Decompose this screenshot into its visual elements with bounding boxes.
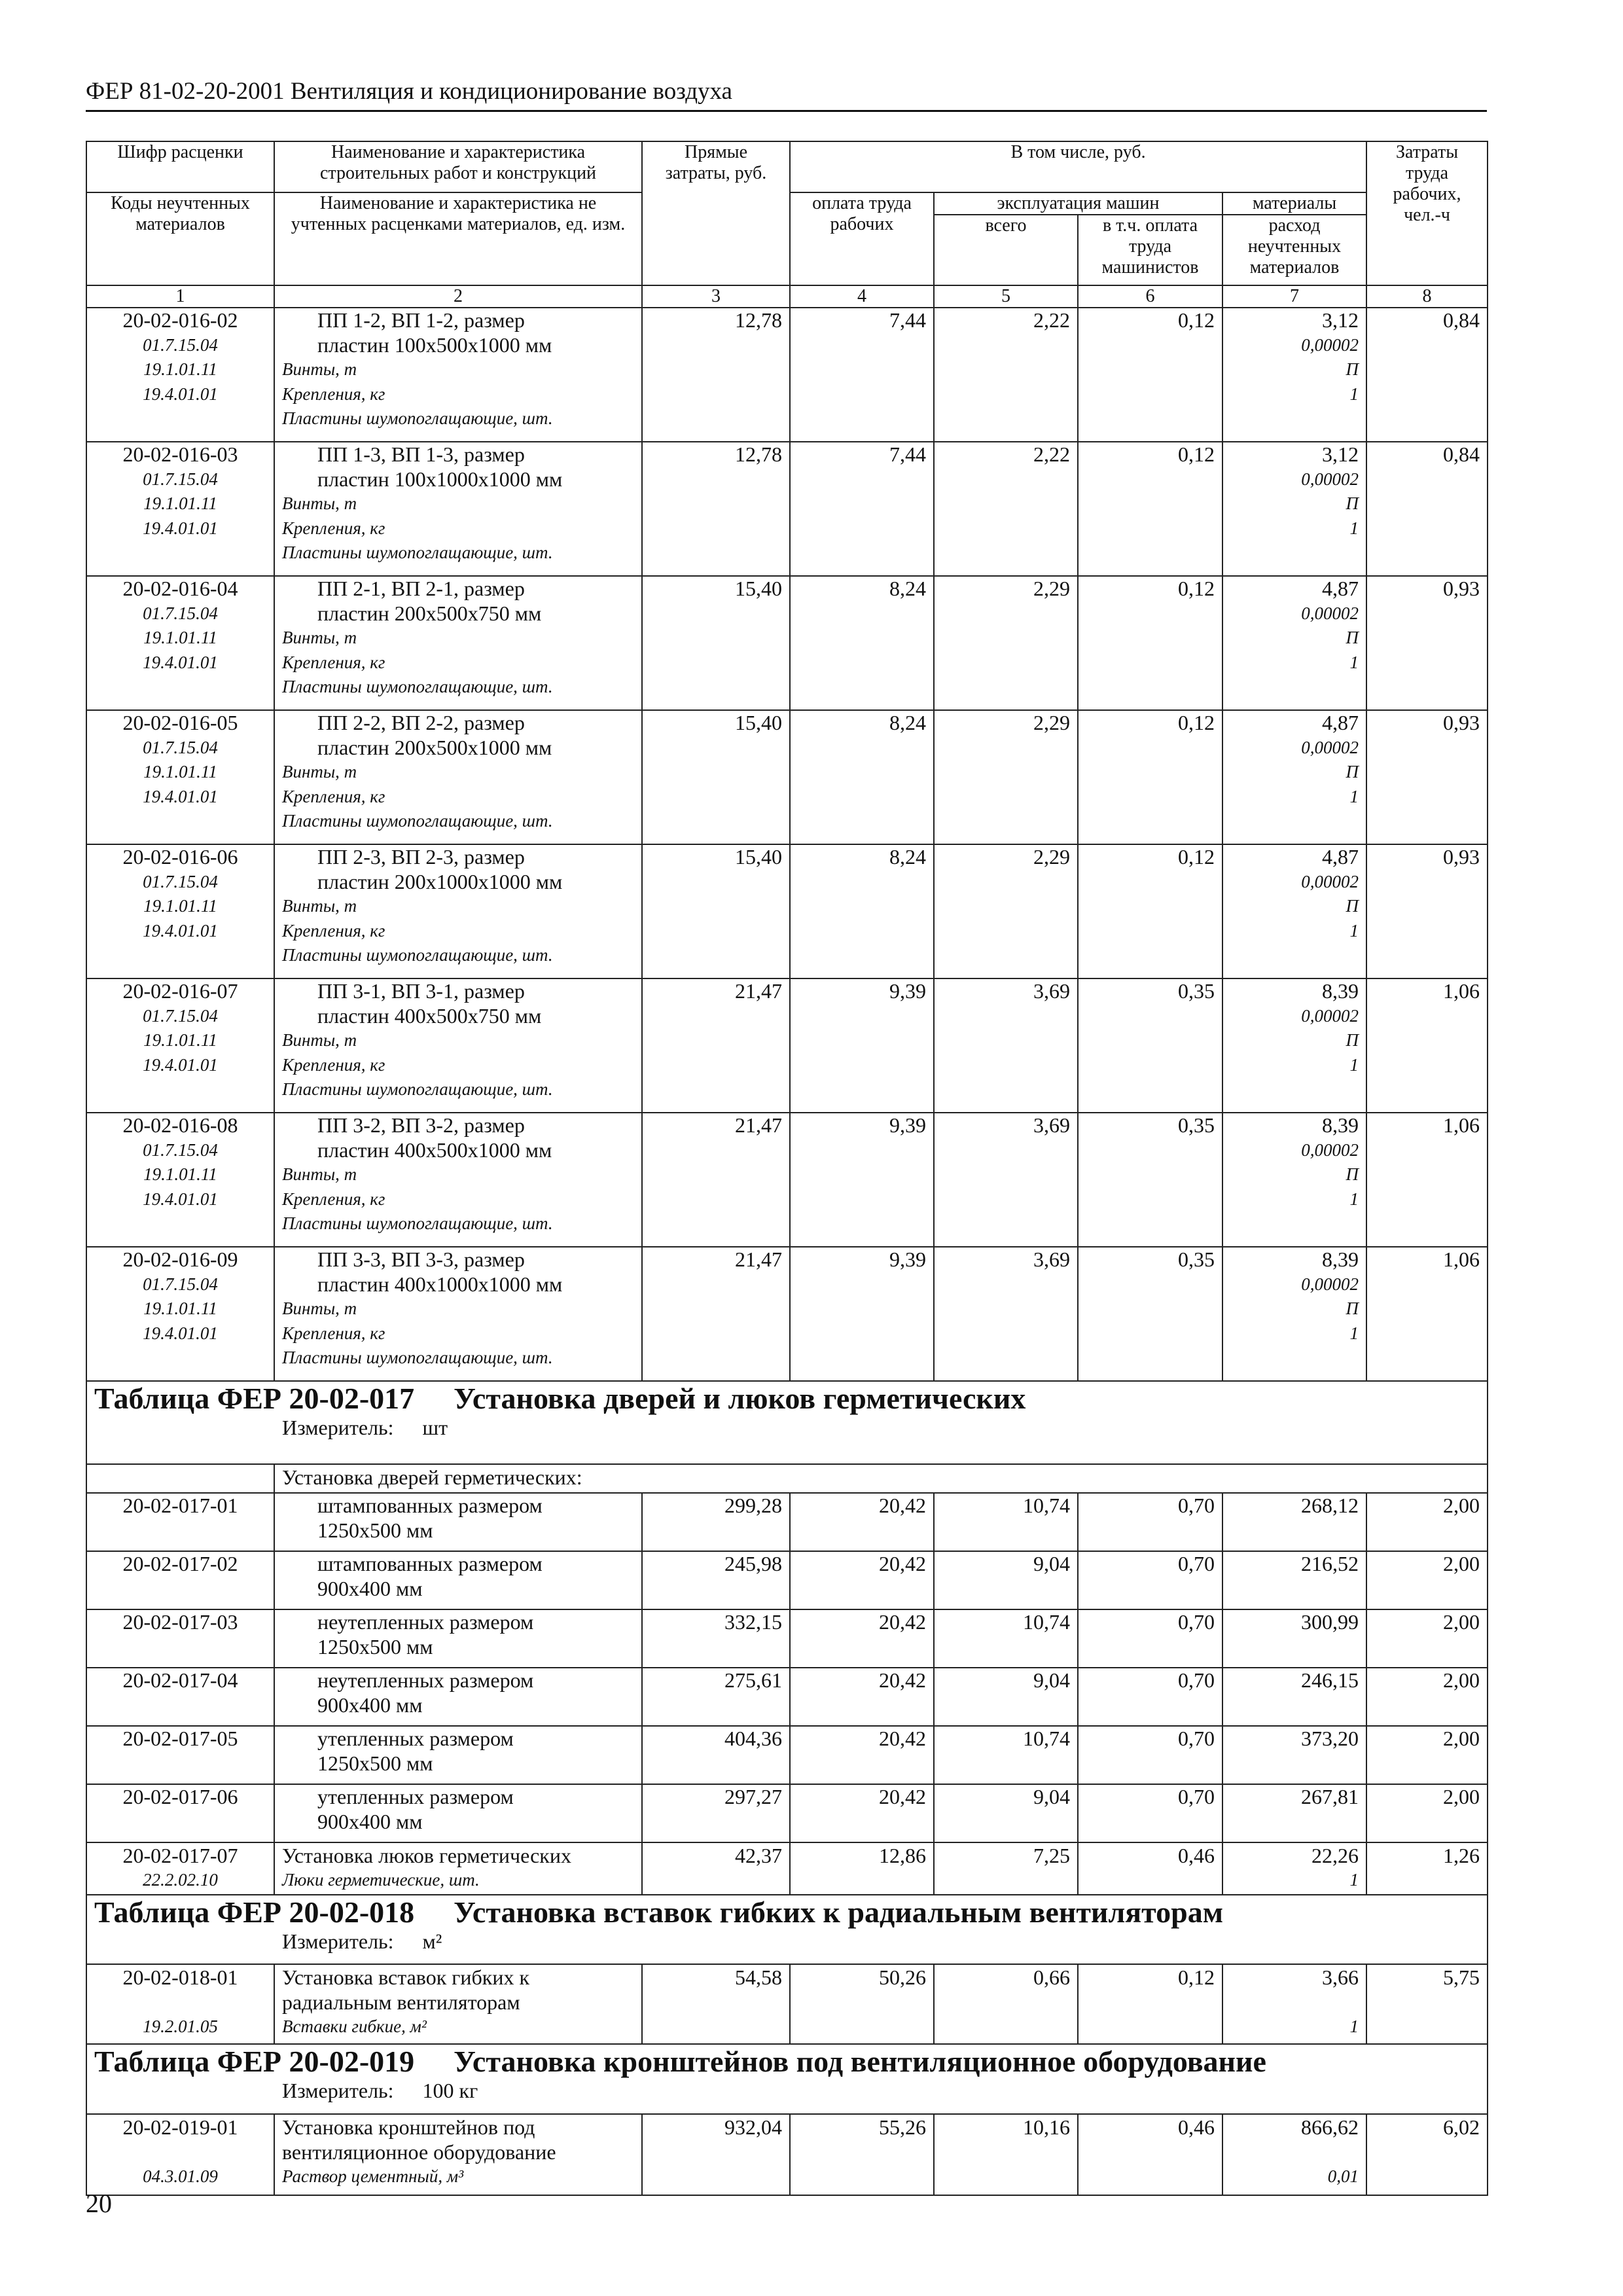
rate-code: 20-02-018-01 19.2.01.05 [86,1964,274,2044]
machinists-pay: 0,35 [1078,978,1222,1113]
rate-description: ПП 3-2, ВП 3-2, размер пластин 400х500х1000 мм Винты, т Крепления, кг Пластины шумопоглащающие, шт. [274,1113,642,1247]
materials-cost: 3,12 0,00002 П 1 [1222,442,1366,576]
labor-hours: 0,93 [1366,576,1488,710]
header-labor-cost: Затраты труда рабочих, чел.-ч [1366,141,1488,285]
machinists-pay: 0,46 [1078,1842,1222,1895]
direct-cost: 245,98 [642,1551,790,1609]
table-017-subheader: Установка дверей герметических: [274,1464,1488,1493]
direct-cost: 12,78 [642,308,790,442]
direct-cost: 15,40 [642,710,790,844]
rate-code: 20-02-017-04 [86,1668,274,1726]
machinists-pay: 0,70 [1078,1609,1222,1668]
machinists-pay: 0,70 [1078,1493,1222,1551]
rate-description: ПП 1-2, ВП 1-2, размер пластин 100х500х1000 мм Винты, т Крепления, кг Пластины шумопоглащающие, шт. [274,308,642,442]
table-row [86,1842,1488,1895]
materials-cost: 268,12 [1222,1493,1366,1551]
materials-cost: 8,39 0,00002 П 1 [1222,1113,1366,1247]
rate-code: 20-02-017-02 [86,1551,274,1609]
table-row [86,442,1488,576]
header-labor-pay: оплата труда рабочих [790,192,934,285]
rate-description: ПП 3-3, ВП 3-3, размер пластин 400х1000х1000 мм Винты, т Крепления, кг Пластины шумопоглащающие, шт. [274,1247,642,1381]
machines-total: 3,69 [934,1247,1078,1381]
rate-description: ПП 2-3, ВП 2-3, размер пластин 200х1000х1000 мм Винты, т Крепления, кг Пластины шумопоглащающие, шт. [274,844,642,978]
rate-code: 20-02-016-08 01.7.15.04 19.1.01.11 19.4.01.01 [86,1113,274,1247]
column-number: 2 [274,285,642,308]
rate-description: неутепленных размером 900х400 мм [274,1668,642,1726]
labor-pay: 50,26 [790,1964,934,2044]
labor-pay: 20,42 [790,1668,934,1726]
direct-cost: 404,36 [642,1726,790,1784]
labor-pay: 7,44 [790,442,934,576]
labor-hours: 5,75 [1366,1964,1488,2044]
rate-code: 20-02-016-04 01.7.15.04 19.1.01.11 19.4.01.01 [86,576,274,710]
direct-cost: 275,61 [642,1668,790,1726]
rate-code: 20-02-016-05 01.7.15.04 19.1.01.11 19.4.01.01 [86,710,274,844]
materials-cost: 373,20 [1222,1726,1366,1784]
direct-cost: 21,47 [642,1113,790,1247]
machines-total: 10,16 [934,2114,1078,2195]
machinists-pay: 0,12 [1078,710,1222,844]
rate-code: 20-02-016-09 01.7.15.04 19.1.01.11 19.4.01.01 [86,1247,274,1381]
machinists-pay: 0,46 [1078,2114,1222,2195]
column-number: 3 [642,285,790,308]
table-017-title-cell [86,1381,1488,1464]
machines-total: 10,74 [934,1493,1078,1551]
materials-cost: 246,15 [1222,1668,1366,1726]
table-018-title-row [86,1895,1488,1964]
machinists-pay: 0,12 [1078,1964,1222,2044]
table-row [86,1493,1488,1551]
rate-code: 20-02-016-07 01.7.15.04 19.1.01.11 19.4.01.01 [86,978,274,1113]
column-number: 7 [1222,285,1366,308]
table-row [86,844,1488,978]
table-row [86,710,1488,844]
rate-description: ПП 1-3, ВП 1-3, размер пластин 100х1000х1000 мм Винты, т Крепления, кг Пластины шумопоглащающие, шт. [274,442,642,576]
direct-cost: 21,47 [642,978,790,1113]
table-016-body [86,308,1488,1381]
machines-total: 7,25 [934,1842,1078,1895]
header-machines: эксплуатация машин [934,192,1222,215]
table-018-meter: Измеритель: м² [282,1929,442,1953]
direct-cost: 21,47 [642,1247,790,1381]
rate-description: неутепленных размером 1250х500 мм [274,1609,642,1668]
header-machinists-pay: в т.ч. оплата труда машинистов [1078,215,1222,285]
table-row [86,576,1488,710]
direct-cost: 299,28 [642,1493,790,1551]
rate-description: ПП 2-2, ВП 2-2, размер пластин 200х500х1000 мм Винты, т Крепления, кг Пластины шумопоглащающие, шт. [274,710,642,844]
labor-hours: 2,00 [1366,1784,1488,1842]
column-number: 8 [1366,285,1488,308]
labor-pay: 8,24 [790,710,934,844]
document-header: ФЕР 81-02-20-2001 Вентиляция и кондиционирование воздуха [86,78,732,105]
machines-total: 9,04 [934,1784,1078,1842]
direct-cost: 332,15 [642,1609,790,1668]
labor-pay: 8,24 [790,576,934,710]
labor-pay: 7,44 [790,308,934,442]
table-019-title-cell [86,2044,1488,2114]
machinists-pay: 0,12 [1078,844,1222,978]
direct-cost: 15,40 [642,576,790,710]
rate-description: Установка кронштейнов под вентиляционное оборудование Раствор цементный, м³ [274,2114,642,2195]
materials-cost: 8,39 0,00002 П 1 [1222,978,1366,1113]
labor-hours: 2,00 [1366,1726,1488,1784]
rate-description: Установка вставок гибких к радиальным вентиляторам Вставки гибкие, м² [274,1964,642,2044]
labor-pay: 20,42 [790,1493,934,1551]
materials-cost: 300,99 [1222,1609,1366,1668]
machinists-pay: 0,12 [1078,576,1222,710]
column-number: 4 [790,285,934,308]
table-row [86,1113,1488,1247]
labor-hours: 0,93 [1366,844,1488,978]
machines-total: 2,29 [934,576,1078,710]
labor-hours: 0,93 [1366,710,1488,844]
column-number: 1 [86,285,274,308]
table-row [86,1609,1488,1668]
direct-cost: 15,40 [642,844,790,978]
table-row [86,1964,1488,2044]
machines-total: 10,74 [934,1726,1078,1784]
labor-hours: 2,00 [1366,1493,1488,1551]
table-row [86,978,1488,1113]
header-materials-consumption: расход неучтенных материалов [1222,215,1366,285]
rate-code: 20-02-016-02 01.7.15.04 19.1.01.11 19.4.01.01 [86,308,274,442]
labor-hours: 2,00 [1366,1551,1488,1609]
machinists-pay: 0,12 [1078,308,1222,442]
table-017-subheader-row [86,1464,1488,1493]
labor-hours: 1,06 [1366,978,1488,1113]
table-019-meter: Измеритель: 100 кг [282,2079,478,2102]
materials-cost: 3,12 0,00002 П 1 [1222,308,1366,442]
column-number: 5 [934,285,1078,308]
header-material-codes: Коды неучтенных материалов [86,192,274,285]
labor-pay: 12,86 [790,1842,934,1895]
rate-description: ПП 2-1, ВП 2-1, размер пластин 200х500х750 мм Винты, т Крепления, кг Пластины шумопоглащающие, шт. [274,576,642,710]
rate-description: штампованных размером 900х400 мм [274,1551,642,1609]
labor-pay: 9,39 [790,1113,934,1247]
rate-code: 20-02-017-06 [86,1784,274,1842]
materials-cost: 4,87 0,00002 П 1 [1222,576,1366,710]
labor-hours: 2,00 [1366,1668,1488,1726]
table-row [86,1551,1488,1609]
rate-description: ПП 3-1, ВП 3-1, размер пластин 400х500х750 мм Винты, т Крепления, кг Пластины шумопоглащающие, шт. [274,978,642,1113]
labor-pay: 9,39 [790,978,934,1113]
labor-pay: 55,26 [790,2114,934,2195]
table-018-title-cell [86,1895,1488,1964]
materials-cost: 267,81 [1222,1784,1366,1842]
machines-total: 2,22 [934,308,1078,442]
machines-total: 9,04 [934,1551,1078,1609]
machines-total: 3,69 [934,978,1078,1113]
labor-pay: 20,42 [790,1726,934,1784]
column-number: 6 [1078,285,1222,308]
direct-cost: 54,58 [642,1964,790,2044]
table-row [86,1247,1488,1381]
direct-cost: 297,27 [642,1784,790,1842]
rate-code: 20-02-017-07 22.2.02.10 [86,1842,274,1895]
table-017-meter: Измеритель: шт [282,1416,448,1439]
machines-total: 2,22 [934,442,1078,576]
rate-description: утепленных размером 900х400 мм [274,1784,642,1842]
direct-cost: 12,78 [642,442,790,576]
labor-pay: 20,42 [790,1609,934,1668]
table-017-title-row [86,1381,1488,1464]
rate-code: 20-02-017-03 [86,1609,274,1668]
labor-hours: 1,26 [1366,1842,1488,1895]
table-row [86,1668,1488,1726]
table-019-title-row [86,2044,1488,2114]
rates-table [86,141,1488,2196]
table-018-title: Таблица ФЕР 20-02-018 Установка вставок гибких к радиальным вентиляторам [94,1895,1224,1929]
machines-total: 10,74 [934,1609,1078,1668]
machinists-pay: 0,35 [1078,1113,1222,1247]
labor-hours: 0,84 [1366,308,1488,442]
rate-code: 20-02-016-03 01.7.15.04 19.1.01.11 19.4.01.01 [86,442,274,576]
labor-hours: 0,84 [1366,442,1488,576]
materials-cost: 4,87 0,00002 П 1 [1222,710,1366,844]
table-row [86,2114,1488,2195]
materials-cost: 4,87 0,00002 П 1 [1222,844,1366,978]
direct-cost: 932,04 [642,2114,790,2195]
table-row [86,308,1488,442]
table-row [86,1726,1488,1784]
machinists-pay: 0,12 [1078,442,1222,576]
table-017-body [86,1493,1488,1842]
materials-cost: 8,39 0,00002 П 1 [1222,1247,1366,1381]
page-number: 20 [86,2189,112,2218]
header-machines-total: всего [934,215,1078,285]
table-017-title: Таблица ФЕР 20-02-017 Установка дверей и люков герметических [94,1382,1026,1415]
machinists-pay: 0,35 [1078,1247,1222,1381]
rate-description: штампованных размером 1250х500 мм [274,1493,642,1551]
rate-description: утепленных размером 1250х500 мм [274,1726,642,1784]
materials-cost: 216,52 [1222,1551,1366,1609]
header-material-names: Наименование и характеристика не учтенных расценками материалов, ед. изм. [274,192,642,285]
labor-pay: 9,39 [790,1247,934,1381]
labor-hours: 2,00 [1366,1609,1488,1668]
header-direct-cost: Прямые затраты, руб. [642,141,790,285]
labor-hours: 6,02 [1366,2114,1488,2195]
machines-total: 9,04 [934,1668,1078,1726]
materials-cost: 3,66 1 [1222,1964,1366,2044]
header-including: В том числе, руб. [790,141,1366,192]
rate-code: 20-02-019-01 04.3.01.09 [86,2114,274,2195]
header-rate-code: Шифр расценки [86,141,274,192]
rate-code: 20-02-016-06 01.7.15.04 19.1.01.11 19.4.01.01 [86,844,274,978]
labor-pay: 20,42 [790,1551,934,1609]
labor-hours: 1,06 [1366,1247,1488,1381]
empty-cell [86,1464,274,1493]
machinists-pay: 0,70 [1078,1784,1222,1842]
machines-total: 2,29 [934,710,1078,844]
direct-cost: 42,37 [642,1842,790,1895]
table-019-title: Таблица ФЕР 20-02-019 Установка кронштейнов под вентиляционное оборудование [94,2045,1266,2078]
rate-code: 20-02-017-01 [86,1493,274,1551]
rate-description: Установка люков герметических Люки герметические, шт. [274,1842,642,1895]
machinists-pay: 0,70 [1078,1668,1222,1726]
header-work-name: Наименование и характеристика строительных работ и конструкций [274,141,642,192]
labor-pay: 8,24 [790,844,934,978]
rate-code: 20-02-017-05 [86,1726,274,1784]
labor-hours: 1,06 [1366,1113,1488,1247]
machines-total: 3,69 [934,1113,1078,1247]
column-number-row [86,285,1488,308]
machines-total: 0,66 [934,1964,1078,2044]
machinists-pay: 0,70 [1078,1726,1222,1784]
header-rule [86,110,1487,112]
materials-cost: 866,62 0,01 [1222,2114,1366,2195]
header-materials: материалы [1222,192,1366,215]
materials-cost: 22,26 1 [1222,1842,1366,1895]
labor-pay: 20,42 [790,1784,934,1842]
machines-total: 2,29 [934,844,1078,978]
machinists-pay: 0,70 [1078,1551,1222,1609]
header-row-1 [86,141,1488,192]
table-row [86,1784,1488,1842]
